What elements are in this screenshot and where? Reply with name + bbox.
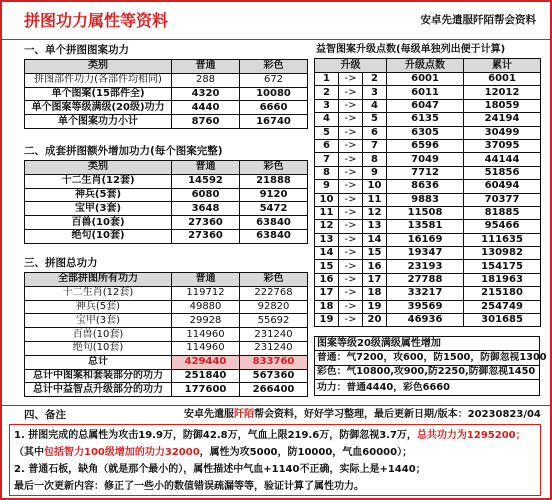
level-from: 8	[315, 166, 339, 179]
total-row	[25, 355, 308, 369]
table-row	[25, 229, 308, 243]
level-to: 3	[363, 86, 387, 99]
credit-text: 安卓先遣服	[184, 409, 234, 420]
note-line	[14, 427, 536, 444]
cell-normal: 29928	[172, 314, 240, 328]
level-from: 16	[315, 273, 339, 286]
col-header: 全部拼图所有功力	[25, 273, 172, 287]
row-label: 总计中益智点升级部分的功力	[25, 383, 172, 397]
table-row	[315, 260, 541, 273]
cell-normal: 8760	[172, 115, 240, 129]
col-header: 升级点数	[387, 59, 464, 73]
arrow: ->	[339, 126, 363, 139]
cumulative: 254749	[464, 300, 541, 313]
cell-normal: 4320	[172, 87, 240, 101]
cell-normal: 4440	[172, 101, 240, 115]
credit-text: 帮会资料，好好学习整理，最后更新日期/版本：20230823/04	[254, 409, 541, 420]
points: 6305	[387, 126, 464, 139]
points: 39569	[387, 300, 464, 313]
table-row	[315, 314, 541, 327]
table-set-bonus	[24, 160, 308, 244]
cell-normal: 177600	[172, 383, 240, 397]
points: 6011	[387, 86, 464, 99]
cell-color: 231240	[240, 341, 308, 355]
note-text: （其中	[14, 446, 44, 458]
table-single-pattern	[24, 59, 308, 129]
table-row	[25, 87, 308, 101]
notes-frame	[9, 424, 541, 496]
table-row	[25, 341, 308, 355]
level-to: 17	[363, 273, 387, 286]
cumulative: 12012	[464, 86, 541, 99]
cell-color: 672	[240, 73, 308, 87]
table-row	[25, 369, 308, 383]
level-to: 15	[363, 247, 387, 260]
cumulative: 154175	[464, 260, 541, 273]
table-row	[315, 287, 541, 300]
table-upgrade-points	[314, 58, 541, 327]
level-to: 9	[363, 166, 387, 179]
arrow: ->	[339, 166, 363, 179]
cumulative: 81885	[464, 206, 541, 219]
full-level-title: 图案等级20级满级属性增加	[315, 337, 539, 351]
note-highlight: 总共功力为1295200；	[416, 429, 526, 441]
col-header: 普通	[172, 60, 240, 74]
table-row	[315, 247, 541, 260]
level-from: 3	[315, 99, 339, 112]
cumulative: 44144	[464, 153, 541, 166]
table-row	[315, 206, 541, 219]
col-header: 升级	[315, 59, 387, 73]
cell-color: 266400	[240, 383, 308, 397]
level-to: 7	[363, 139, 387, 152]
cell-normal: 114960	[172, 328, 240, 342]
arrow: ->	[339, 193, 363, 206]
table-row	[25, 314, 308, 328]
cell-color: 63840	[240, 216, 308, 230]
table-row	[315, 300, 541, 313]
row-label: 十二生肖(12套)	[25, 174, 172, 188]
points: 11508	[387, 206, 464, 219]
col-header: 彩色	[240, 161, 308, 175]
row-label: 单个图案等级满级(20级)功力	[25, 101, 172, 115]
col-header: 类别	[25, 60, 172, 74]
cumulative: 301685	[464, 314, 541, 327]
table-row	[25, 115, 308, 129]
table-row	[25, 174, 308, 188]
col-header: 普通	[172, 161, 240, 175]
row-label: 百兽(10套)	[25, 216, 172, 230]
level-to: 11	[363, 193, 387, 206]
cumulative: 24194	[464, 113, 541, 126]
table-total-power	[24, 272, 308, 397]
level-from: 7	[315, 153, 339, 166]
row-label: 绝句(10套)	[25, 229, 172, 243]
points: 19347	[387, 247, 464, 260]
cell-normal: 49880	[172, 300, 240, 314]
cumulative: 215180	[464, 287, 541, 300]
note-text: ，属性为攻5000，防10000，气血60000）；	[199, 446, 413, 458]
table-row	[25, 328, 308, 342]
points: 27788	[387, 273, 464, 286]
cell-normal: 27360	[172, 229, 240, 243]
points: 16169	[387, 233, 464, 246]
cell-color: 567360	[240, 369, 308, 383]
row-label: 宝甲(3套)	[25, 202, 172, 216]
note-line	[14, 444, 536, 461]
arrow: ->	[339, 99, 363, 112]
full-level-box	[314, 336, 547, 396]
points: 8636	[387, 180, 464, 193]
cell-color: 5472	[240, 202, 308, 216]
cumulative: 95466	[464, 220, 541, 233]
cumulative: 30499	[464, 126, 541, 139]
cumulative: 18059	[464, 99, 541, 112]
cell-normal: 119712	[172, 286, 240, 300]
cell-color: 9120	[240, 188, 308, 202]
full-level-line: 功力：普通4440，彩色6660	[317, 381, 450, 393]
cumulative: 130982	[464, 247, 541, 260]
table-row	[25, 286, 308, 300]
arrow: ->	[339, 273, 363, 286]
row-label: 百兽(10套)	[25, 328, 172, 342]
points: 7712	[387, 166, 464, 179]
table-row	[315, 153, 541, 166]
row-label: 单个图案(15部件全)	[25, 87, 172, 101]
cell-normal: 114960	[172, 341, 240, 355]
row-label: 总计中图案和套装部分的功力	[25, 369, 172, 383]
table-row	[315, 113, 541, 126]
table-row	[315, 126, 541, 139]
row-label: 神兵(5套)	[25, 188, 172, 202]
cell-normal: 6080	[172, 188, 240, 202]
level-to: 16	[363, 260, 387, 273]
level-to: 20	[363, 314, 387, 327]
cumulative: 70377	[464, 193, 541, 206]
table-row	[315, 180, 541, 193]
arrow: ->	[339, 206, 363, 219]
col-header: 累计	[464, 59, 541, 73]
level-to: 14	[363, 233, 387, 246]
table-row	[315, 139, 541, 152]
col-header: 彩色	[240, 273, 308, 287]
table-row	[315, 166, 541, 179]
cell-normal: 251840	[172, 369, 240, 383]
table-row	[315, 86, 541, 99]
level-from: 11	[315, 206, 339, 219]
cell-normal: 3648	[172, 202, 240, 216]
cell-color: 92820	[240, 300, 308, 314]
cell-color: 55692	[240, 314, 308, 328]
row-label: 单个图案功力小计	[25, 115, 172, 129]
section-2-title: 二、成套拼图额外增加功力(每个图案完整)	[24, 145, 223, 157]
level-from: 12	[315, 220, 339, 233]
arrow: ->	[339, 233, 363, 246]
cumulative: 60494	[464, 180, 541, 193]
upgrade-table-title: 益智图案升级点数(每级单独列出便于计算)	[316, 44, 506, 55]
arrow: ->	[339, 73, 363, 86]
level-to: 6	[363, 126, 387, 139]
level-from: 15	[315, 260, 339, 273]
level-from: 13	[315, 233, 339, 246]
points: 9883	[387, 193, 464, 206]
cumulative: 51856	[464, 166, 541, 179]
arrow: ->	[339, 180, 363, 193]
level-to: 2	[363, 73, 387, 86]
credit-highlight: 阡陌	[234, 409, 254, 420]
cell-color: 231240	[240, 328, 308, 342]
cell-color: 10080	[240, 87, 308, 101]
level-from: 4	[315, 113, 339, 126]
table-row	[315, 233, 541, 246]
points: 13581	[387, 220, 464, 233]
org-label: 安卓先遣服阡陌帮会资料	[420, 14, 536, 27]
arrow: ->	[339, 260, 363, 273]
cell-normal: 27360	[172, 216, 240, 230]
table-row	[315, 193, 541, 206]
table-row	[315, 273, 541, 286]
points: 6047	[387, 99, 464, 112]
full-level-line: 普通：气7200，攻600，防1500，防御忽视1300	[315, 351, 539, 366]
arrow: ->	[339, 113, 363, 126]
arrow: ->	[339, 86, 363, 99]
arrow: ->	[339, 139, 363, 152]
full-level-line: 彩色：气10800,攻900,防2250,防御忽视1450	[315, 366, 539, 381]
table-row	[25, 300, 308, 314]
points: 6001	[387, 73, 464, 86]
cell-color: 21888	[240, 174, 308, 188]
arrow: ->	[339, 300, 363, 313]
points: 6135	[387, 113, 464, 126]
table-row	[315, 99, 541, 112]
cell-color: 6660	[240, 101, 308, 115]
arrow: ->	[339, 153, 363, 166]
arrow: ->	[339, 220, 363, 233]
total-normal: 429440	[172, 355, 240, 369]
level-from: 14	[315, 247, 339, 260]
level-to: 8	[363, 153, 387, 166]
section-3-title: 三、拼图总功力	[24, 257, 98, 269]
table-row	[25, 73, 308, 87]
note-text: 1. 拼图完成的总属性为攻击19.9万，防御42.8万，气血上限219.6万，防御忽视3.7万，	[14, 429, 417, 441]
note-line: 最后一次更新内容：修正了一些小的数值错误疏漏等等，验证计算了属性功力。	[14, 480, 364, 492]
level-to: 12	[363, 206, 387, 219]
row-label: 十二生肖(12套)	[25, 286, 172, 300]
points: 33217	[387, 287, 464, 300]
level-from: 10	[315, 193, 339, 206]
cell-normal: 14592	[172, 174, 240, 188]
arrow: ->	[339, 314, 363, 327]
arrow: ->	[339, 247, 363, 260]
cumulative: 6001	[464, 73, 541, 86]
level-to: 13	[363, 220, 387, 233]
level-to: 4	[363, 99, 387, 112]
page-title: 拼图功力属性等资料	[24, 10, 169, 30]
level-to: 19	[363, 300, 387, 313]
table-row	[25, 188, 308, 202]
note-line: 2. 普通石板，缺角（就是那个最小的），属性描述中气血+1140不正确，实际上是+1440；	[14, 463, 426, 475]
points: 6596	[387, 139, 464, 152]
cell-color: 222768	[240, 286, 308, 300]
footer-credit	[184, 410, 541, 420]
col-header: 普通	[172, 273, 240, 287]
page-header	[2, 2, 550, 40]
table-row	[25, 383, 308, 397]
points: 23193	[387, 260, 464, 273]
table-row	[25, 202, 308, 216]
footer-title: 四、备注	[24, 409, 66, 421]
level-from: 6	[315, 139, 339, 152]
cumulative: 181963	[464, 273, 541, 286]
total-label: 总计	[25, 355, 172, 369]
table-row	[25, 216, 308, 230]
row-label: 宝甲(3套)	[25, 314, 172, 328]
row-label: 绝句(10套)	[25, 341, 172, 355]
level-to: 5	[363, 113, 387, 126]
row-label: 拼图部件功力(各部件均相同)	[25, 73, 172, 87]
cumulative: 111635	[464, 233, 541, 246]
table-row	[315, 73, 541, 86]
section-1-title: 一、单个拼图图案功力	[24, 44, 129, 56]
level-to: 18	[363, 287, 387, 300]
level-from: 2	[315, 86, 339, 99]
row-label: 神兵(5套)	[25, 300, 172, 314]
cell-color: 63840	[240, 229, 308, 243]
col-header: 彩色	[240, 60, 308, 74]
col-header: 类别	[25, 161, 172, 175]
arrow: ->	[339, 287, 363, 300]
level-to: 10	[363, 180, 387, 193]
level-from: 1	[315, 73, 339, 86]
cell-color: 16740	[240, 115, 308, 129]
cell-normal: 288	[172, 73, 240, 87]
table-row	[315, 220, 541, 233]
note-highlight: 包括智力100级增加的功力32000	[44, 446, 200, 458]
points: 46936	[387, 314, 464, 327]
level-from: 17	[315, 287, 339, 300]
total-color: 833760	[240, 355, 308, 369]
level-from: 5	[315, 126, 339, 139]
level-from: 18	[315, 300, 339, 313]
level-from: 19	[315, 314, 339, 327]
cumulative: 37095	[464, 139, 541, 152]
level-from: 9	[315, 180, 339, 193]
points: 7049	[387, 153, 464, 166]
table-row	[25, 101, 308, 115]
footer-notes	[2, 405, 550, 498]
